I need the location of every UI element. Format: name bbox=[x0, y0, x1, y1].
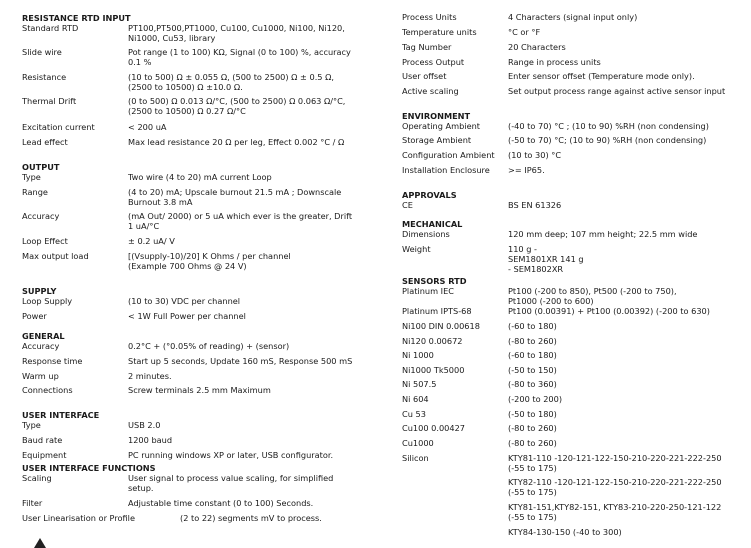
spec-value: 4 Characters (signal input only) bbox=[508, 12, 638, 22]
spec-label: Slide wire bbox=[22, 47, 62, 57]
spec-label: Thermal Drift bbox=[22, 96, 77, 106]
sensors-rtd-heading: SENSORS RTD bbox=[402, 276, 467, 286]
mechanical-heading: MECHANICAL bbox=[402, 219, 463, 229]
spec-value: °C or °F bbox=[508, 27, 541, 37]
spec-label: Baud rate bbox=[22, 435, 63, 445]
spec-label: Installation Enclosure bbox=[402, 165, 490, 175]
spec-label: Process Output bbox=[402, 57, 465, 67]
spec-label: Response time bbox=[22, 356, 83, 366]
spec-value: (-80 to 260) bbox=[508, 336, 557, 346]
spec-label: Accuracy bbox=[22, 341, 60, 351]
spec-value: (2 to 22) segments mV to process. bbox=[180, 513, 322, 523]
spec-label: Power bbox=[22, 311, 47, 321]
spec-value: Enter sensor offset (Temperature mode only). bbox=[508, 71, 695, 81]
spec-value: Pot range (1 to 100) KΩ, Signal (0 to 100) %, accuracy 0.1 % bbox=[128, 47, 351, 67]
spec-value: (-200 to 200) bbox=[508, 394, 563, 404]
spec-value: Adjustable time constant (0 to 100) Seconds. bbox=[128, 498, 314, 508]
spec-value: Pt100 (0.00391) + Pt100 (0.00392) (-200 to 630) bbox=[508, 306, 710, 316]
user-interface-functions-heading: USER INTERFACE FUNCTIONS bbox=[22, 463, 156, 473]
spec-value: (10 to 30) °C bbox=[508, 150, 562, 160]
spec-label: Tag Number bbox=[402, 42, 452, 52]
spec-label: Weight bbox=[402, 244, 431, 254]
spec-label: Range bbox=[22, 187, 48, 197]
spec-value: (-50 to 150) bbox=[508, 365, 557, 375]
spec-label: Type bbox=[22, 172, 41, 182]
supply-heading: SUPPLY bbox=[22, 286, 57, 296]
spec-label: Process Units bbox=[402, 12, 457, 22]
spec-label: Connections bbox=[22, 385, 73, 395]
spec-label: Operating Ambient bbox=[402, 121, 481, 131]
spec-value: 110 g - SEM1801XR 141 g - SEM1802XR bbox=[508, 244, 584, 274]
spec-label: Equipment bbox=[22, 450, 67, 460]
spec-label: Warm up bbox=[22, 371, 59, 381]
spec-value: (-80 to 260) bbox=[508, 438, 557, 448]
spec-value: Pt100 (-200 to 850), Pt500 (-200 to 750), Pt1000 (-200 to 600) bbox=[508, 286, 677, 306]
spec-label: Lead effect bbox=[22, 137, 68, 147]
spec-label: Ni 507.5 bbox=[402, 379, 437, 389]
spec-label: Resistance bbox=[22, 72, 67, 82]
spec-label: Cu100 0.00427 bbox=[402, 423, 465, 433]
spec-label: Dimensions bbox=[402, 229, 450, 239]
spec-label: Ni1000 Tk5000 bbox=[402, 365, 465, 375]
spec-value: KTY81-151,KTY82-151, KTY83-210-220-250-121-122 (-55 to 175) bbox=[508, 502, 722, 522]
spec-value: (10 to 30) VDC per channel bbox=[128, 296, 241, 306]
spec-label: Temperature units bbox=[402, 27, 477, 37]
spec-value: (-50 to 180) bbox=[508, 409, 557, 419]
spec-value: (0 to 500) Ω 0.013 Ω/°C, (500 to 2500) Ω 0.063 Ω/°C, (2500 to 10500) Ω 0.27 Ω/°C bbox=[128, 96, 346, 116]
spec-value: 1200 baud bbox=[128, 435, 173, 445]
spec-value: Start up 5 seconds, Update 160 mS, Response 500 mS bbox=[128, 356, 353, 366]
spec-value: (-80 to 260) bbox=[508, 423, 557, 433]
general-heading: GENERAL bbox=[22, 331, 65, 341]
spec-value: User signal to process value scaling, for simplified setup. bbox=[128, 473, 334, 493]
spec-label: Loop Supply bbox=[22, 296, 73, 306]
spec-label: Max output load bbox=[22, 251, 89, 261]
spec-value: [(Vsupply-10)/20] K Ohms / per channel (Example 700 Ohms @ 24 V) bbox=[128, 251, 291, 271]
approvals-heading: APPROVALS bbox=[402, 190, 457, 200]
spec-value: USB 2.0 bbox=[128, 420, 161, 430]
spec-label: Excitation current bbox=[22, 122, 95, 132]
spec-value: Max lead resistance 20 Ω per leg, Effect 0.002 °C / Ω bbox=[128, 137, 345, 147]
spec-label: Filter bbox=[22, 498, 43, 508]
spec-label: Scaling bbox=[22, 473, 52, 483]
spec-label: Accuracy bbox=[22, 211, 60, 221]
spec-label: Type bbox=[22, 420, 41, 430]
spec-label: Ni100 DIN 0.00618 bbox=[402, 321, 480, 331]
spec-label: Ni 1000 bbox=[402, 350, 434, 360]
spec-label: Cu 53 bbox=[402, 409, 426, 419]
spec-value: KTY81-110 -120-121-122-150-210-220-221-222-250 (-55 to 175) bbox=[508, 453, 722, 473]
spec-value: 20 Characters bbox=[508, 42, 566, 52]
spec-label: User Linearisation or Profile bbox=[22, 513, 135, 523]
spec-value: < 1W Full Power per channel bbox=[128, 311, 246, 321]
spec-label: Cu1000 bbox=[402, 438, 434, 448]
spec-value: ± 0.2 uA/ V bbox=[128, 236, 175, 246]
spec-value: Screw terminals 2.5 mm Maximum bbox=[128, 385, 271, 395]
spec-value: Range in process units bbox=[508, 57, 601, 67]
spec-value: (-60 to 180) bbox=[508, 321, 557, 331]
spec-value: (4 to 20) mA; Upscale burnout 21.5 mA ; Downscale Burnout 3.8 mA bbox=[128, 187, 342, 207]
spec-value: KTY82-110 -120-121-122-150-210-220-221-222-250 (-55 to 175) bbox=[508, 477, 722, 497]
spec-value: (-40 to 70) °C ; (10 to 90) %RH (non condensing) bbox=[508, 121, 709, 131]
spec-value: >= IP65. bbox=[508, 165, 545, 175]
rtd-input-heading: RESISTANCE RTD INPUT bbox=[22, 13, 131, 23]
spec-value: PT100,PT500,PT1000, Cu100, Cu1000, Ni100, Ni120, Ni1000, Cu53, library bbox=[128, 23, 345, 43]
spec-value: (-50 to 70) °C; (10 to 90) %RH (non condensing) bbox=[508, 135, 707, 145]
spec-label: Configuration Ambient bbox=[402, 150, 495, 160]
spec-value: KTY84-130-150 (-40 to 300) bbox=[508, 527, 622, 537]
spec-value: (mA Out/ 2000) or 5 uA which ever is the greater, Drift 1 uA/°C bbox=[128, 211, 353, 231]
spec-label: Ni 604 bbox=[402, 394, 429, 404]
spec-value: (-80 to 360) bbox=[508, 379, 557, 389]
spec-value: (10 to 500) Ω ± 0.055 Ω, (500 to 2500) Ω ± 0.5 Ω, (2500 to 10500) Ω ±10.0 Ω. bbox=[128, 72, 334, 92]
spec-label: Platinum IPTS-68 bbox=[402, 306, 472, 316]
user-interface-heading: USER INTERFACE bbox=[22, 410, 100, 420]
spec-label: Ni120 0.00672 bbox=[402, 336, 463, 346]
spec-label: User offset bbox=[402, 71, 447, 81]
spec-label: CE bbox=[402, 200, 413, 210]
spec-value: Set output process range against active sensor input bbox=[508, 86, 726, 96]
spec-label: Loop Effect bbox=[22, 236, 68, 246]
spec-value: Two wire (4 to 20) mA current Loop bbox=[128, 172, 272, 182]
spec-value: < 200 uA bbox=[128, 122, 167, 132]
spec-label: Active scaling bbox=[402, 86, 459, 96]
spec-value: (-60 to 180) bbox=[508, 350, 557, 360]
spec-label: Standard RTD bbox=[22, 23, 79, 33]
spec-value: 2 minutes. bbox=[128, 371, 172, 381]
spec-value: 120 mm deep; 107 mm height; 22.5 mm wide bbox=[508, 229, 698, 239]
spec-label: Storage Ambient bbox=[402, 135, 472, 145]
environment-heading: ENVIRONMENT bbox=[402, 111, 471, 121]
spec-label: Silicon bbox=[402, 453, 429, 463]
spec-label: Platinum IEC bbox=[402, 286, 454, 296]
output-heading: OUTPUT bbox=[22, 162, 60, 172]
spec-value: BS EN 61326 bbox=[508, 200, 562, 210]
spec-value: 0.2°C + (°0.05% of reading) + (sensor) bbox=[128, 341, 290, 351]
spec-value: PC running windows XP or later, USB configurator. bbox=[128, 450, 334, 460]
